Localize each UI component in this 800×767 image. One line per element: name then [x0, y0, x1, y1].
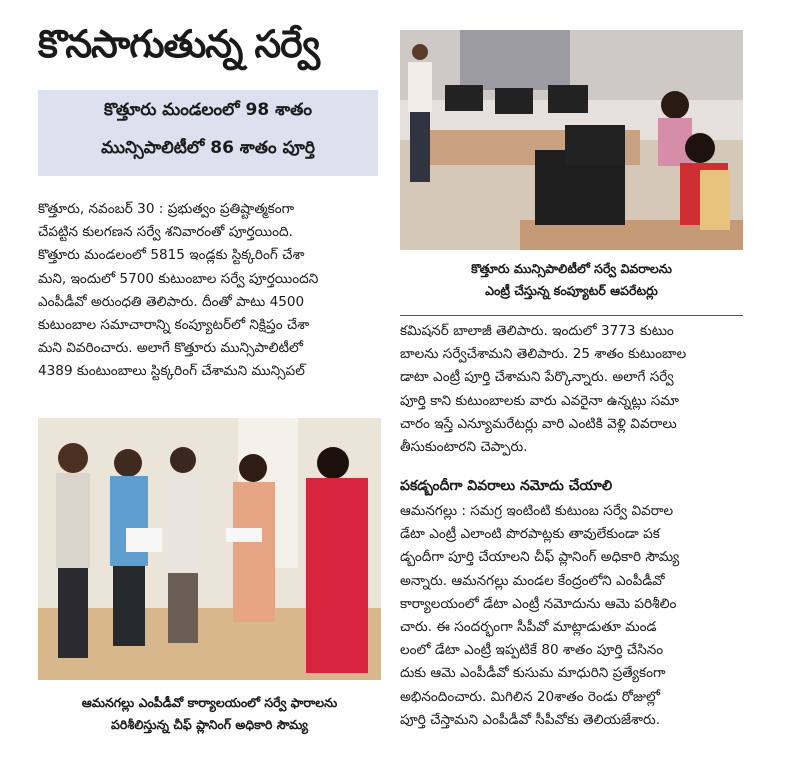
article-line: చారు. ఈ సందర్భంగా సీపీవో మాట్లాడుతూ మండ [400, 618, 657, 635]
article-line: డ్బందీగా పూర్తి చేయాలని చీఫ్ ప్లానింగ్ అధికారి సౌమ్య [400, 549, 680, 566]
article-line: కొత్తూరు, నవంబర్ 30 : ప్రభుత్వం ప్రతిష్టాత్మకంగా [38, 201, 295, 217]
photo-bottom-caption-line-1: ఆమనగల్లు ఎంపీడీవో కార్యాలయంలో సర్వే ఫారాలను [81, 695, 338, 710]
article-line: అన్నారు. ఆమనగల్లు మండల కేంద్రంలోని ఎంపీడీవో [400, 572, 665, 589]
article-line: తీసుకుంటారని చెప్పారు. [400, 438, 528, 455]
article-line: పూర్తి చేస్తామని ఎంపీడీవో సీపీవోకు తెలియజేశారు. [400, 711, 661, 728]
article-line: లంలో డేటా ఎంట్రీ ఇప్పటికే 80 శాతం పూర్తి చేసినం [400, 642, 664, 659]
photo-computer-operators [400, 30, 743, 250]
photo-top-caption-line-1: కొత్తూరు మున్సిపాలిటీలో సర్వే వివరాలను [471, 261, 672, 276]
photo-top-caption [400, 258, 743, 302]
section-heading: పకడ్బందీగా వివరాలు నమోదు చేయాలి [400, 478, 613, 494]
article-line: 4389 కుంటుంబాలు స్టిక్కరింగ్ చేశామని మున్సిపల్ [38, 363, 305, 380]
article-line: చేపట్టిన కులగణన సర్వే శనివారంతో పూర్తయింది. [38, 224, 293, 241]
photo-officials-forms [38, 418, 381, 680]
article-line: పూర్తి కాని కుటుంబాలకు వారు ఎవరైనా ఉన్నట్లు సమా [400, 392, 680, 409]
article-line: చారం ఇస్తే ఎన్యూమరేటర్లు వారి ఎంటికి వెళ్లి వివరాలు [400, 415, 677, 432]
article-line: ఎంపీడీవో అరుంధతి తెలిపారు. దీంతో పాటు 4500 [38, 293, 305, 310]
article-line: కొత్తూరు మండలంలో 5815 ఇండ్లకు స్టిక్కరింగ్ చేశా [38, 247, 305, 264]
article-line: బాలను సర్వేచేశామని తెలిపారు. 25 శాతం కుటుంబాల [400, 346, 687, 363]
article-line: అభినందించారు. మిగిలిన 20శాతం రెండు రోజుల్లో [400, 688, 660, 705]
photo-bottom-caption-line-2: పరిశీలిస్తున్న చీఫ్ ప్లానింగ్ అధికారి సౌమ్య [111, 717, 308, 732]
caption-divider [400, 315, 743, 316]
article-line: మని వివరించారు. అలాగే కొత్తూరు మున్సిపాలిటీలో [38, 340, 304, 357]
right-article-column [400, 320, 743, 459]
article-line: మని, ఇందులో 5700 కుటుంబాల సర్వే పూర్తయిందని [38, 270, 319, 287]
second-article-column [400, 500, 743, 732]
subheadline-line-2: మున్సిపాలిటీలో 86 శాతం పూర్తి [101, 138, 315, 158]
photo-officials-forms-image [38, 418, 381, 680]
headline: కొనసాగుతున్న సర్వే [38, 22, 320, 66]
left-article-column [38, 198, 383, 384]
photo-computer-operators-image [400, 30, 743, 250]
subheadline-box [38, 90, 378, 176]
article-line: దుకు ఆమె ఎంపీడీవో కుసుమ మాధురిని ప్రత్యేకంగా [400, 665, 666, 682]
photo-bottom-caption [38, 692, 381, 736]
article-line: డాటా ఎంట్రీ పూర్తి చేశామని పేర్కొన్నారు. అలాగే సర్వే [400, 369, 674, 386]
article-line: ఆమనగల్లు : సమగ్ర ఇంటింటి కుటుంబ సర్వే వివరాల [400, 503, 674, 519]
article-line: కార్యాలయంలో డేటా ఎంట్రీ నమోదును ఆమె పరిశీలిం [400, 595, 677, 612]
article-line: కుటుంబాల సమాచారాన్ని కంప్యూటర్‌లో నిక్షిప్తం చేశా [38, 316, 310, 333]
subheadline-line-1: కొత్తూరు మండలంలో 98 శాతం [104, 100, 312, 120]
photo-top-caption-line-2: ఎంట్రీ చేస్తున్న కంప్యూటర్ ఆపరేటర్లు [485, 283, 658, 298]
article-line: డేటా ఎంట్రీ ఎలాంటి పొరపాట్లకు తావులేకుండా పక [400, 526, 660, 543]
article-line: కమిషనర్ బాలాజీ తెలిపారు. ఇందులో 3773 కుటుం [400, 323, 674, 339]
